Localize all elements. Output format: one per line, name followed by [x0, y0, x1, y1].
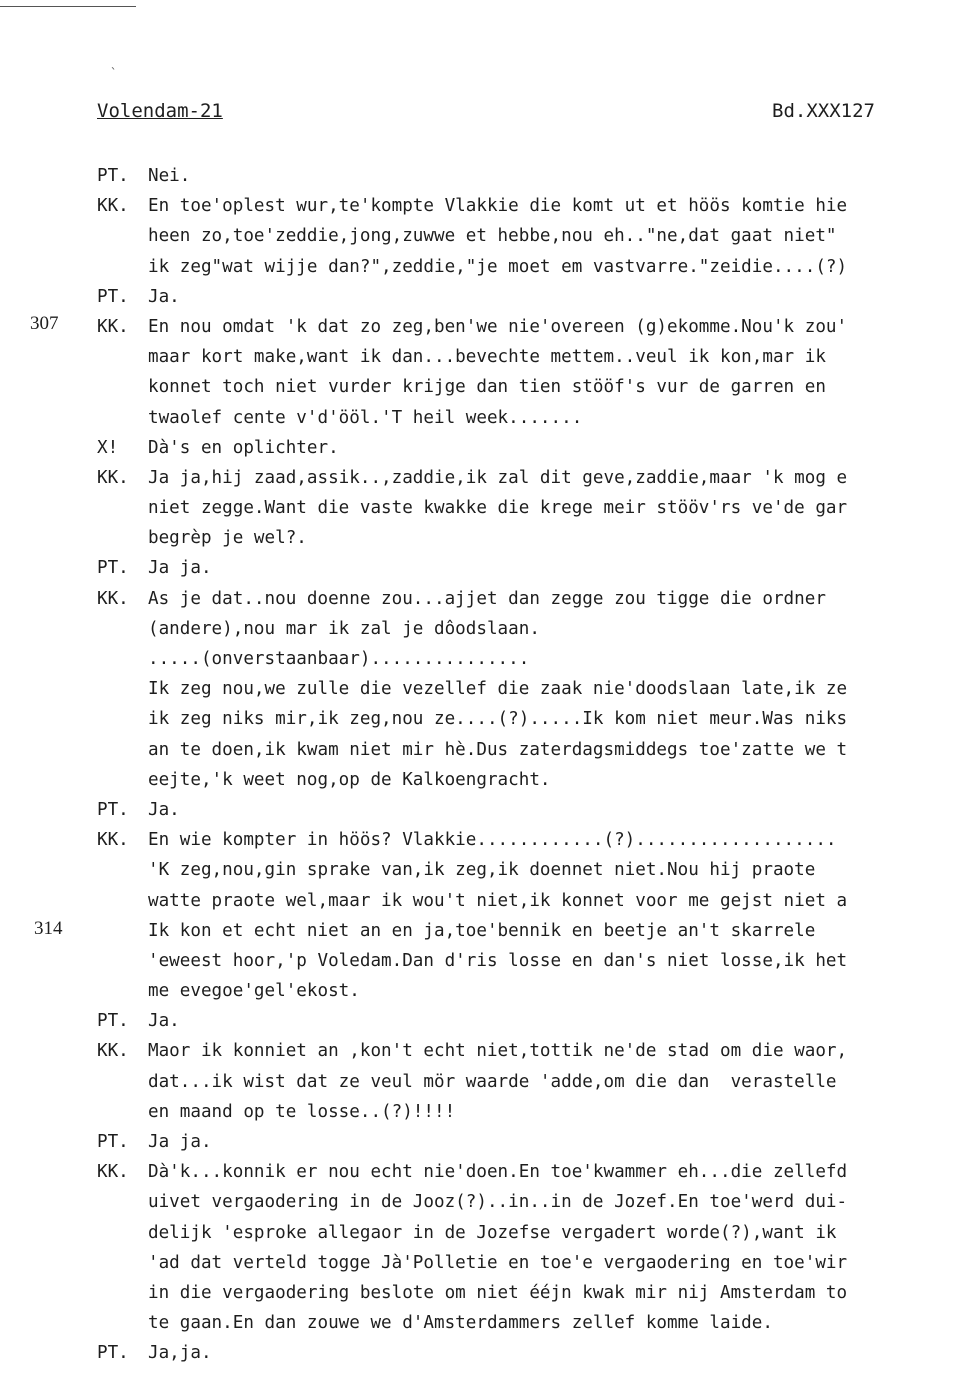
line-text: .....(onverstaanbaar)............... [148, 649, 530, 669]
transcript-line [97, 765, 960, 795]
speaker-label: KK. [97, 588, 129, 609]
transcript-line [97, 282, 960, 312]
speaker-label: PT. [97, 1343, 129, 1364]
margin-line-number-314: 314 [34, 918, 63, 939]
speaker-label: KK. [97, 1162, 129, 1183]
transcript-line [97, 946, 960, 976]
line-text: Ja,ja. [148, 1343, 212, 1364]
transcript-line [97, 252, 960, 282]
line-text: te gaan.En dan zouwe we d'Amsterdammers zellef komme laide. [148, 1313, 773, 1334]
line-text: Dà's en oplichter. [148, 437, 339, 458]
line-text: En nou omdat 'k dat zo zeg,ben'we nie'overeen (g)ekomme.Nou'k zou' [148, 316, 848, 337]
transcript-line [97, 372, 960, 402]
transcript-line [97, 1308, 960, 1338]
transcript-line [97, 674, 960, 704]
line-text: an te doen,ik kwam niet mir hè.Dus zaterdagsmiddegs toe'zatte we t [148, 739, 848, 760]
transcript-line [97, 433, 960, 463]
top-rule [0, 6, 136, 7]
speaker-label: KK. [97, 316, 129, 337]
transcript-line [97, 221, 960, 251]
line-text: 'ad dat verteld togge Jà'Polletie en toe'e vergaodering en toe'wir [148, 1252, 848, 1273]
transcript-line [97, 493, 960, 523]
speaker-label: KK. [97, 467, 129, 488]
transcript-line [97, 614, 960, 644]
line-text: Ja ja,hij zaad,assik..,zaddie,ik zal dit geve,zaddie,maar 'k mog e [148, 467, 848, 488]
line-text: heen zo,toe'zeddie,jong,zuwwe et hebbe,nou eh.."ne,dat gaat niet" [148, 226, 837, 247]
speaker-label: PT. [97, 1011, 129, 1032]
transcript-line [97, 342, 960, 372]
line-text: en maand op te losse..(?)!!!! [148, 1101, 456, 1122]
speaker-label: KK. [97, 196, 129, 217]
transcript-line [97, 1218, 960, 1248]
line-text: watte praote wel,maar ik wou't niet,ik konnet voor me gejst niet a [148, 890, 848, 911]
transcript-line [97, 191, 960, 221]
line-text: Maor ik konniet an ,kon't echt niet,tottik ne'de stad om die waor, [148, 1041, 848, 1062]
transcript-line [97, 704, 960, 734]
line-text: twaolef cente v'd'ööl.'T heil week....... [148, 407, 583, 428]
margin-line-number-307: 307 [30, 313, 59, 334]
transcript-line [97, 1248, 960, 1278]
transcript-line [97, 1187, 960, 1217]
line-text: As je dat..nou doenne zou...ajjet dan zegge zou tigge die ordner [148, 588, 826, 609]
transcript-line [97, 584, 960, 614]
speaker-label: PT. [97, 166, 129, 186]
transcript-line [97, 886, 960, 916]
line-text: niet zegge.Want die vaste kwakke die krege meir stööv'rs ve'de gar [148, 498, 848, 519]
stray-mark: ` [110, 66, 118, 80]
document-title: Volendam-21 [97, 100, 223, 122]
page-reference: Bd.XXX127 [772, 100, 875, 122]
transcript-line [97, 1097, 960, 1127]
speaker-label: PT. [97, 558, 129, 579]
line-text: ik zeg niks mir,ik zeg,nou ze....(?).....Ik kom niet meur.Was niks [148, 709, 848, 730]
line-text: ik zeg"wat wijje dan?",zeddie,"je moet em vastvarre."zeidie....(?) [148, 256, 848, 277]
speaker-label: PT. [97, 799, 129, 820]
line-text: Ja ja. [148, 1132, 212, 1152]
line-text: Ja ja. [148, 558, 212, 579]
transcript-line [97, 735, 960, 765]
transcript-line [97, 1157, 960, 1187]
transcript-line [97, 553, 960, 583]
line-text: delijk 'esproke allegaor in de Jozefse vergadert worde(?),want ik [148, 1222, 837, 1243]
transcript-line [97, 1036, 960, 1066]
speaker-label: PT. [97, 286, 129, 307]
line-text: uivet vergaodering in de Jooz(?)..in..in de Jozef.En toe'werd dui- [148, 1192, 848, 1213]
line-text: En toe'oplest wur,te'kompte Vlakkie die komt ut et höös komtie hie [148, 196, 848, 217]
transcript-body [97, 161, 960, 1369]
line-text: maar kort make,want ik dan...bevechte mettem..veul ik kon,mar ik [148, 347, 826, 368]
line-text: me evegoe'gel'ekost. [148, 981, 360, 1002]
transcript-line [97, 161, 960, 191]
line-text: Ja. [148, 1011, 180, 1032]
line-text: En wie kompter in höös? Vlakkie............(?)................... [148, 830, 837, 851]
line-text: eejte,'k weet nog,op de Kalkoengracht. [148, 769, 551, 790]
line-text: (andere),nou mar ik zal je dôodslaan. [148, 618, 540, 639]
line-text: 'K zeg,nou,gin sprake van,ik zeg,ik doennet niet.Nou hij praote [148, 860, 816, 881]
transcript-line [97, 825, 960, 855]
line-text: konnet toch niet vurder krijge dan tien stööf's vur de garren en [148, 377, 826, 398]
line-text: Dà'k...konnik er nou echt nie'doen.En toe'kwammer eh...die zellefd [148, 1162, 848, 1183]
speaker-label: KK. [97, 1041, 129, 1062]
speaker-label: KK. [97, 830, 129, 851]
line-text: dat...ik wist dat ze veul mör waarde 'adde,om die dan verastelle [148, 1071, 837, 1092]
transcript-line [97, 1278, 960, 1308]
line-text: 'eweest hoor,'p Voledam.Dan d'ris losse en dan's niet losse,ik het [148, 950, 848, 971]
transcript-line [97, 855, 960, 885]
transcript-line [97, 916, 960, 946]
line-text: begrèp je wel?. [148, 528, 307, 549]
transcript-line [97, 644, 960, 674]
transcript-line [97, 403, 960, 433]
line-text: Ik kon et echt niet an en ja,toe'bennik en beetje an't skarrele [148, 920, 816, 941]
transcript-line [97, 1338, 960, 1368]
transcript-line [97, 1127, 960, 1157]
line-text: Ik zeg nou,we zulle die vezellef die zaak nie'doodslaan late,ik ze [148, 679, 848, 700]
transcript-line [97, 463, 960, 493]
line-text: Ja. [148, 286, 180, 307]
transcript-line [97, 795, 960, 825]
transcript-line [97, 523, 960, 553]
transcript-line [97, 976, 960, 1006]
speaker-label: X! [97, 437, 119, 458]
line-text: Ja. [148, 799, 180, 820]
line-text: in die vergaodering beslote om niet ééjn kwak mir nij Amsterdam to [148, 1282, 848, 1303]
speaker-label: PT. [97, 1132, 129, 1152]
transcript-line [97, 312, 960, 342]
transcript-line [97, 1067, 960, 1097]
line-text: Nei. [148, 166, 191, 186]
transcript-line [97, 1006, 960, 1036]
